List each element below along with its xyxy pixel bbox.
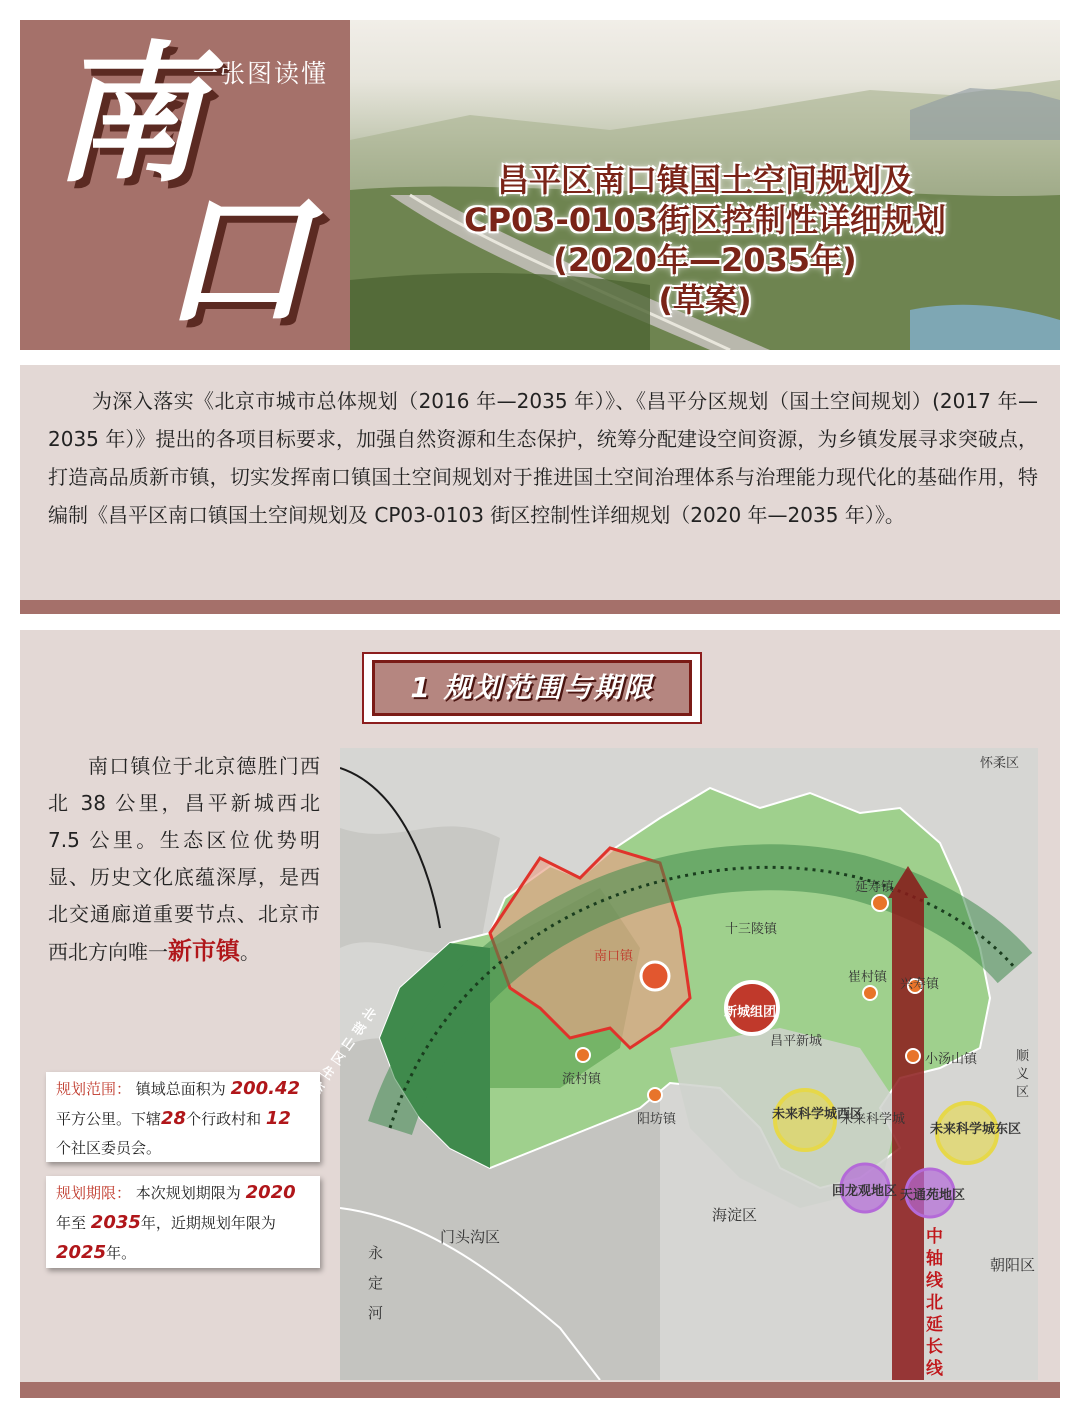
map-label-central-axis: 中轴线北延长线 [926, 1227, 943, 1379]
period-text-2: 年至 [56, 1214, 87, 1232]
intro-paragraph: 为深入落实《北京市城市总体规划（2016 年—2035 年）》、《昌平分区规划（国土空间规划）(2017 年—2035 年）》提出的各项目标要求，加强自然资源和生态保护，统筹分配建设空间资源，为乡镇发展寻求突破点，打造高品质新市镇，切实发挥南口镇国土空间规划对于推进国土空间治理体系与治理能力现代化的基础作用，特编制《昌平区南口镇国土空间规划及 CP03-0103 街区控制性详细规划（2020 年—2035 年）》。 [48, 389, 1038, 527]
map-label-cuicun: 崔村镇 [848, 970, 888, 985]
map-label-shisanling: 十三陵镇 [725, 922, 778, 937]
map-label-xingshou: 兴寿镇 [900, 977, 940, 992]
plan-title-line-4: (草案) [658, 281, 752, 319]
scope-text-4: 个社区委员会。 [56, 1139, 162, 1157]
period-text-1: 本次规划期限为 [135, 1184, 241, 1202]
map-label-xincheng-cluster: 新城组团 [724, 1005, 777, 1020]
scope-villages: 28 [161, 1108, 187, 1129]
plan-title-line-3: (2020年—2035年) [553, 241, 857, 279]
scope-text-1: 镇域总面积为 [135, 1080, 226, 1098]
period-text-4: 年。 [106, 1244, 137, 1262]
map-label-future-east: 未来科学城东区 [930, 1122, 1022, 1137]
map-label-mentougou: 门头沟区 [440, 1228, 501, 1246]
scope-text-3: 个行政村和 [186, 1110, 262, 1128]
map-label-mountain-belt: 北部山区生态文化带 [276, 1004, 379, 1143]
scope-communities: 12 [265, 1108, 291, 1129]
period-text-3: 年，近期规划年限为 [140, 1214, 276, 1232]
desc-text: 南口镇位于北京德胜门西北 38 公里，昌平新城西北 7.5 公里。生态区位优势明显、历史文化底蕴深厚，是西北交通廊道重要节点、北京市西北方向唯一 [48, 754, 320, 964]
desc-end: 。 [240, 940, 260, 964]
period-start: 2020 [245, 1182, 296, 1203]
period-label: 规划期限： [56, 1184, 132, 1202]
map-label-tiantongyuan: 天通苑地区 [900, 1188, 966, 1203]
scope-label: 规划范围： [56, 1080, 132, 1098]
marker-nankou [641, 962, 669, 990]
scope-area: 200.42 [230, 1078, 301, 1099]
map-label-xiaotangshan: 小汤山镇 [925, 1052, 978, 1067]
map-label-yongding-river: 永定河 [368, 1244, 384, 1322]
intro-divider-bar [20, 600, 1060, 614]
map-label-future-center: 未来科学城 [840, 1112, 906, 1127]
map-label-huilongguan: 回龙观地区 [832, 1184, 898, 1199]
map-label-nankou: 南口镇 [594, 949, 634, 964]
map-label-shunyi: 顺义区 [1016, 1049, 1030, 1100]
map-label-changping-new-city: 昌平新城 [770, 1034, 823, 1049]
big-char-nan: 南 [52, 27, 203, 203]
map-label-future-west: 未来科学城西区 [772, 1107, 864, 1122]
plan-title-line-1: 昌平区南口镇国土空间规划及 [496, 161, 913, 199]
map-label-haidian: 海淀区 [712, 1206, 758, 1224]
period-end: 2035 [90, 1212, 141, 1233]
plan-title-line-2: CP03-0103街区控制性详细规划 [464, 201, 946, 239]
map-label-yangfang: 阳坊镇 [637, 1112, 677, 1127]
section-divider-bar [20, 1382, 1060, 1398]
banner-subtitle: 一张图读懂 [193, 59, 329, 88]
map-label-liucun: 流村镇 [562, 1072, 602, 1087]
period-card [46, 1176, 320, 1268]
map-label-yanshou: 延寿镇 [855, 880, 895, 895]
big-char-kou: 口 [160, 172, 311, 348]
map-label-huairou: 怀柔区 [980, 756, 1020, 771]
section-title: 1 规划范围与期限 [372, 660, 692, 716]
desc-highlight: 新市镇 [168, 937, 240, 965]
scope-card [46, 1072, 320, 1162]
section-description [48, 748, 320, 971]
map-label-chaoyang: 朝阳区 [990, 1256, 1036, 1274]
scope-text-2: 平方公里。下辖 [56, 1110, 162, 1128]
period-near: 2025 [56, 1242, 107, 1263]
